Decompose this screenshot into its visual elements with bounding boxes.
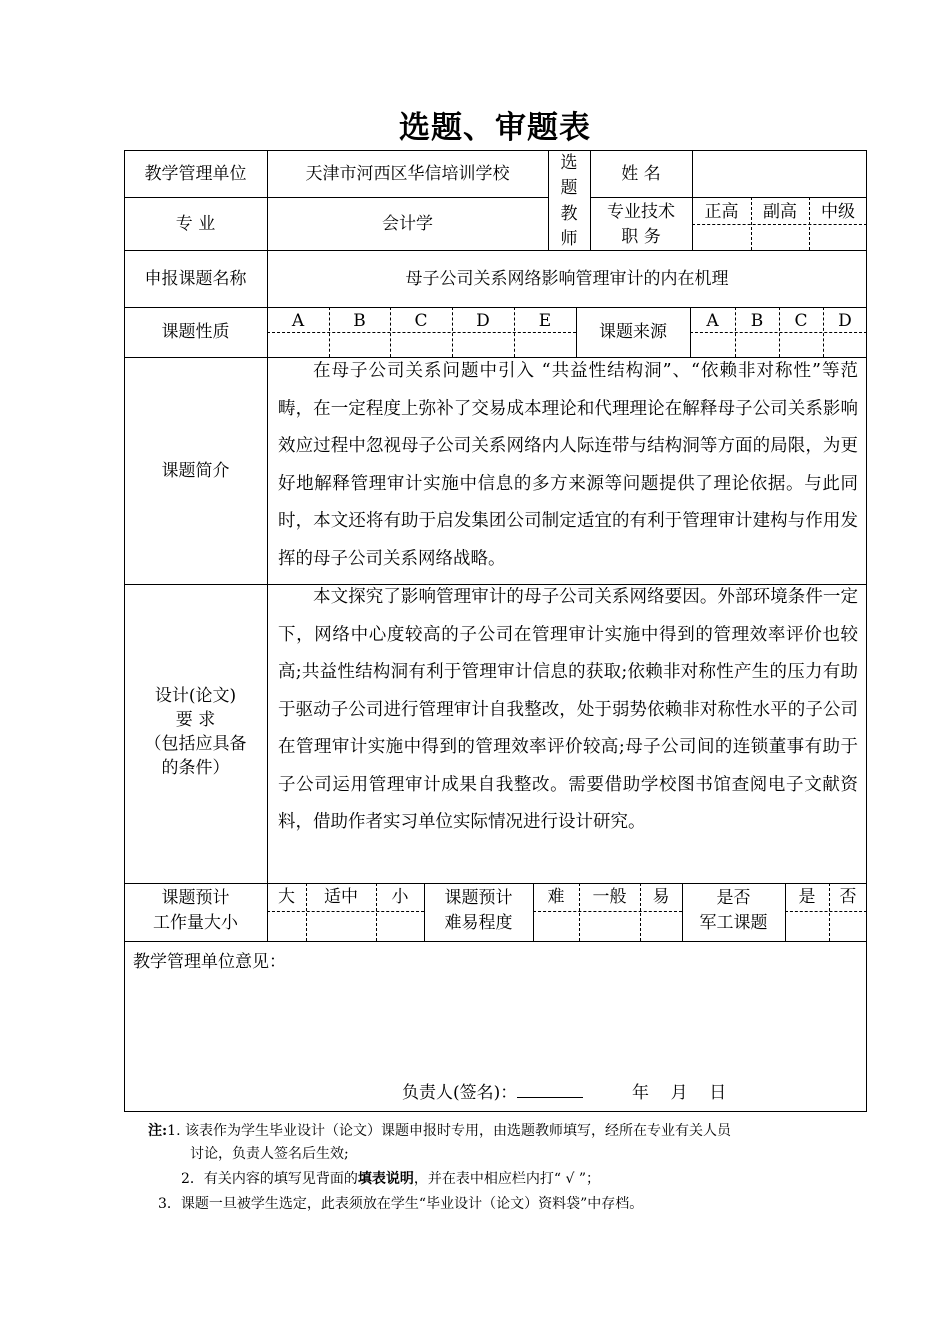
nature-option: D	[476, 311, 490, 331]
source-option: C	[794, 311, 808, 331]
workload-option: 大	[278, 887, 295, 907]
grid-line	[124, 941, 867, 942]
military-option: 是	[798, 887, 816, 907]
title-checkbox-intermediate[interactable]	[809, 225, 867, 250]
tech-title-label: 专业技术	[607, 202, 675, 222]
grid-line	[590, 197, 867, 198]
note-2-bold: 填表说明	[357, 1171, 414, 1187]
military-checkbox-row[interactable]	[785, 912, 867, 941]
design-req-label: 的条件）	[161, 758, 230, 778]
workload-option: 小	[391, 887, 409, 907]
teacher-label-char: 教	[560, 204, 578, 224]
signer-label: 负责人(签名)：	[402, 1083, 518, 1103]
grid-line	[124, 307, 867, 308]
signature-field[interactable]	[402, 1081, 583, 1105]
military-label: 军工课题	[699, 913, 768, 933]
major-value: 会计学	[382, 214, 433, 234]
nature-option: B	[353, 311, 366, 331]
note-3: 3．课题一旦被学生选定，此表须放在学生“毕业设计（论文）资料袋”中存档。	[158, 1196, 644, 1212]
note-2-text: 2．有关内容的填写见背面的	[181, 1171, 358, 1187]
unit-label: 教学管理单位	[144, 164, 247, 184]
tech-title-label: 职 务	[621, 227, 661, 247]
difficulty-checkbox-row[interactable]	[533, 912, 682, 941]
teacher-label-char: 题	[560, 178, 578, 198]
title-checkbox-senior[interactable]	[692, 225, 751, 250]
intro-label: 课题简介	[161, 461, 230, 481]
page-title: 选题、审题表	[399, 110, 591, 146]
difficulty-option: 一般	[592, 887, 627, 907]
nature-option: C	[414, 311, 428, 331]
military-label: 是否	[716, 888, 751, 908]
name-label: 姓 名	[621, 164, 661, 184]
nature-option: E	[538, 311, 552, 331]
teacher-label-char: 选	[560, 153, 578, 173]
note-2	[181, 1167, 600, 1191]
intro-text: 在母子公司关系问题中引入 “共益性结构洞”、“依赖非对称性”等范畴，在一定程度上弥补了交易成本理论和代理理论在解释母子公司关系影响效应过程中忽视母子公司关系网络内人际连带与结构洞等方面的局限，为更好地解释管理审计实施中信息的多方来源等问题提供了理论依据。与此同时，本文还将有助于启发集团公司制定适宜的有利于管理审计建构与作用发挥的母子公司关系网络战略。	[278, 361, 858, 569]
topic-name-label: 申报课题名称	[144, 269, 247, 289]
grid-line	[124, 883, 867, 884]
signature-line[interactable]	[517, 1081, 583, 1098]
note-1	[148, 1119, 731, 1143]
difficulty-label: 难易程度	[444, 913, 513, 933]
topic-name-value: 母子公司关系网络影响管理审计的内在机理	[405, 269, 729, 289]
topic-source-label: 课题来源	[599, 322, 667, 342]
title-option-associate: 副高	[763, 202, 797, 222]
major-label: 专 业	[175, 214, 216, 234]
note-2-text-end: ，并在表中相应栏内打“ √ ”；	[413, 1171, 601, 1187]
grid-line	[124, 250, 867, 251]
workload-option: 适中	[324, 887, 358, 907]
design-req-label: 设计(论文)	[154, 686, 237, 706]
difficulty-option: 易	[652, 887, 670, 907]
military-option: 否	[839, 887, 857, 907]
date-field: 年 月 日	[632, 1083, 727, 1103]
nature-option: A	[291, 311, 305, 331]
workload-checkbox-row[interactable]	[267, 912, 424, 941]
opinion-label: 教学管理单位意见：	[133, 952, 286, 972]
source-option: B	[750, 311, 764, 331]
source-option: A	[706, 311, 719, 331]
difficulty-option: 难	[547, 887, 565, 907]
topic-nature-label: 课题性质	[161, 322, 230, 342]
workload-label: 课题预计	[161, 888, 230, 908]
grid-line	[124, 197, 548, 198]
design-req-label: 要 求	[175, 710, 216, 730]
design-text: 本文探究了影响管理审计的母子公司关系网络要因。外部环境条件一定下，网络中心度较高的子公司在管理审计实施中得到的管理效率评价也较高;共益性结构洞有利于管理审计信息的获取;依赖非对称性产生的压力有助于驱动子公司进行管理审计自我整改，处于弱势依赖非对称性水平的子公司在管理审计实施中得到的管理效率评价较高;母子公司间的连锁董事有助于子公司运用管理审计成果自我整改。需要借助学校图书馆查阅电子文献资料，借助作者实习单位实际情况进行设计研究。	[278, 587, 858, 832]
difficulty-label: 课题预计	[444, 888, 513, 908]
workload-label: 工作量大小	[153, 913, 238, 933]
teacher-label-char: 师	[560, 229, 578, 249]
source-option: D	[838, 311, 852, 331]
design-req-label: （包括应具备	[144, 734, 247, 754]
note-prefix: 注:	[148, 1123, 168, 1139]
title-option-intermediate: 中级	[821, 202, 855, 222]
unit-value: 天津市河西区华信培训学校	[305, 164, 510, 184]
title-option-senior: 正高	[704, 202, 739, 222]
note-1-text: 1. 该表作为学生毕业设计（论文）课题申报时专用，由选题教师填写，经所在专业有关人员	[167, 1123, 731, 1139]
title-checkbox-associate[interactable]	[751, 225, 809, 250]
note-1-cont: 讨论，负责人签名后生效;	[190, 1146, 349, 1162]
